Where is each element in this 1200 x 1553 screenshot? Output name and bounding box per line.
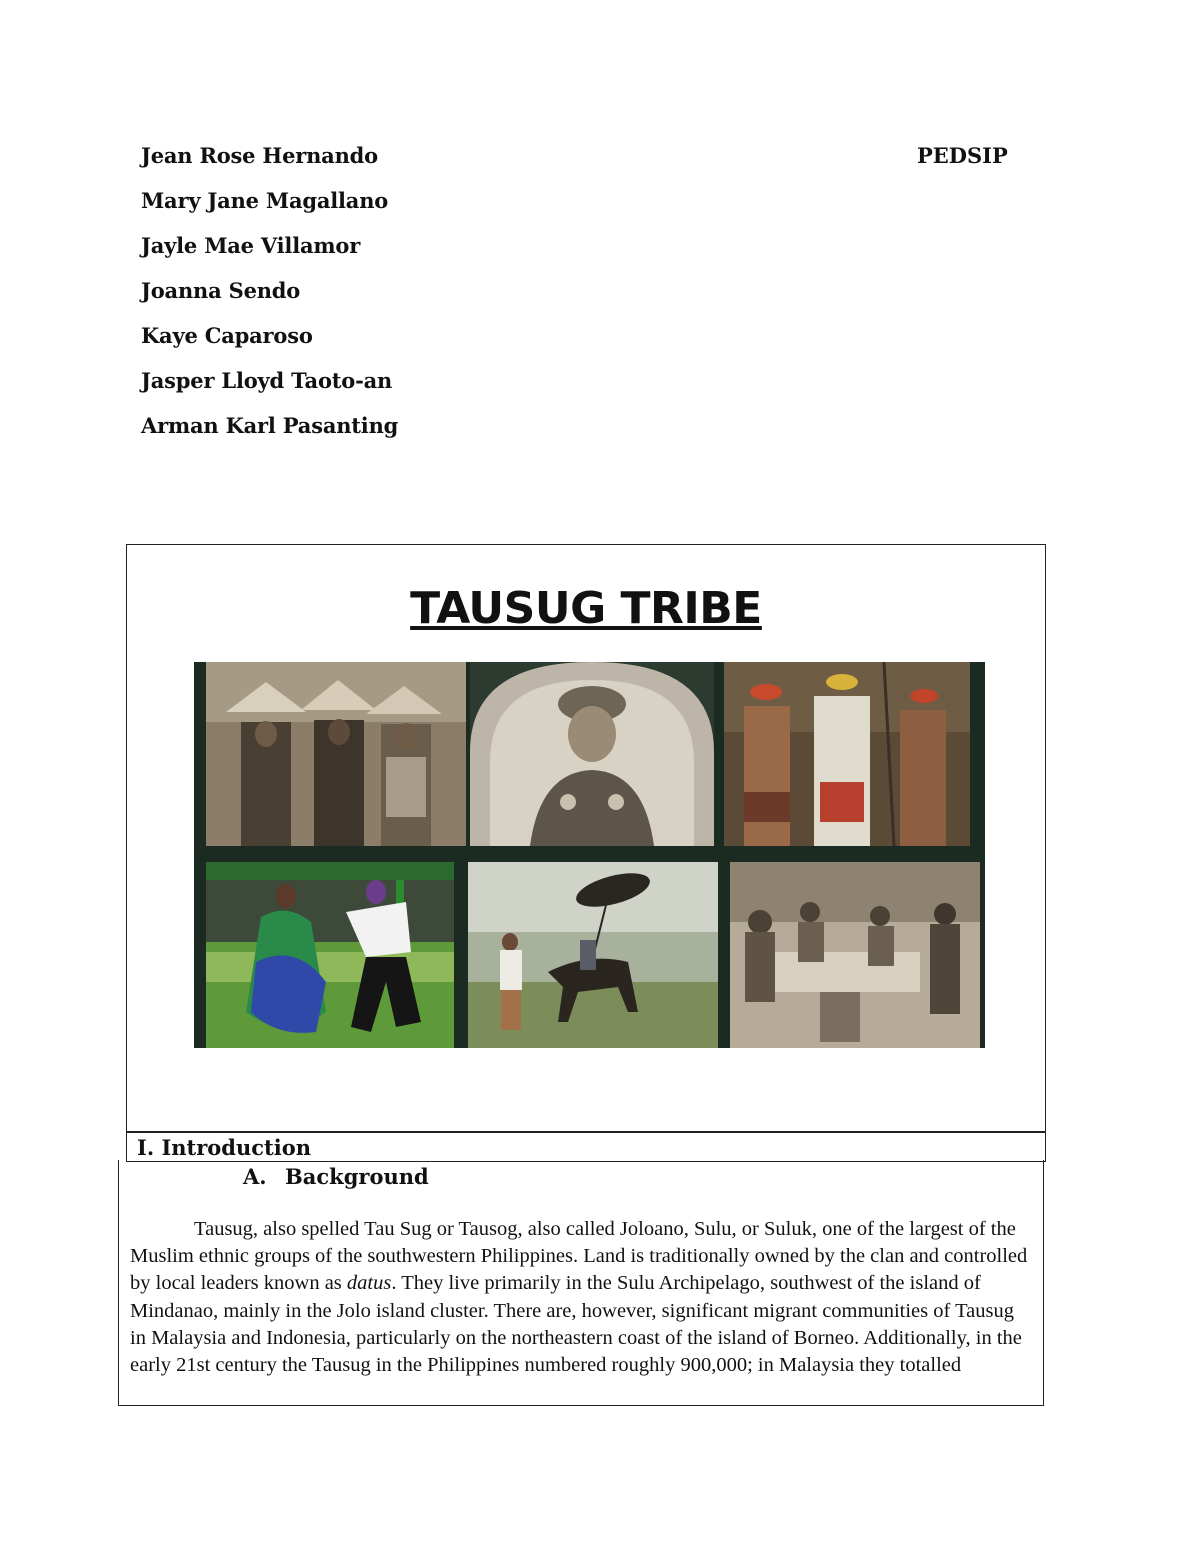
photo-horse-rider bbox=[468, 862, 718, 1048]
photo-sultan-portrait bbox=[470, 662, 714, 846]
photo-council-meeting bbox=[730, 862, 980, 1048]
document-title: TAUSUG TRIBE bbox=[410, 583, 762, 634]
background-paragraph bbox=[130, 1216, 1035, 1379]
photo-women-with-hats bbox=[206, 662, 466, 846]
photo-dancers bbox=[206, 862, 454, 1048]
author-name: Joanna Sendo bbox=[141, 278, 301, 303]
paragraph-italic-term: datus bbox=[346, 1272, 392, 1295]
section-heading-bar bbox=[126, 1132, 1046, 1162]
title-frame bbox=[126, 544, 1046, 1132]
author-name: Jean Rose Hernando bbox=[141, 143, 378, 168]
author-list bbox=[141, 142, 398, 457]
subsection-letter: A. bbox=[243, 1164, 267, 1189]
photo-warriors-group bbox=[724, 662, 970, 846]
background-box bbox=[118, 1160, 1044, 1406]
author-name: Arman Karl Pasanting bbox=[141, 413, 399, 438]
subsection-heading bbox=[243, 1164, 429, 1189]
section-heading: I. Introduction bbox=[137, 1135, 311, 1160]
author-name: Jasper Lloyd Taoto-an bbox=[141, 368, 393, 393]
author-name: Kaye Caparoso bbox=[141, 323, 313, 348]
photo-collage bbox=[194, 662, 985, 1048]
author-name: Mary Jane Magallano bbox=[141, 188, 389, 213]
course-code: PEDSIP bbox=[917, 143, 1008, 168]
paragraph-text: . They live primarily in the Sulu Archipelago, southwest of the island of Mindanao, mainly in the Jolo island cluster. There are, however, significant migrant communities of Tausug in Malaysia and Indonesia, particularly on the northeastern coast of the island of Borneo. Additionally, in the early 21st century the Tausug in the Philippines numbered roughly 900,000; in Malaysia they totalled bbox=[130, 1272, 1022, 1377]
author-name: Jayle Mae Villamor bbox=[141, 233, 361, 258]
subsection-title: Background bbox=[285, 1164, 429, 1189]
paragraph-text: Tausug, also spelled Tau Sug or Tausog, also called Joloano, Sulu, or Suluk, one of the largest of the Muslim ethnic groups of the southwestern Philippines. Land is traditionally owned by the clan and controlled by local leaders known as bbox=[130, 1218, 1028, 1295]
